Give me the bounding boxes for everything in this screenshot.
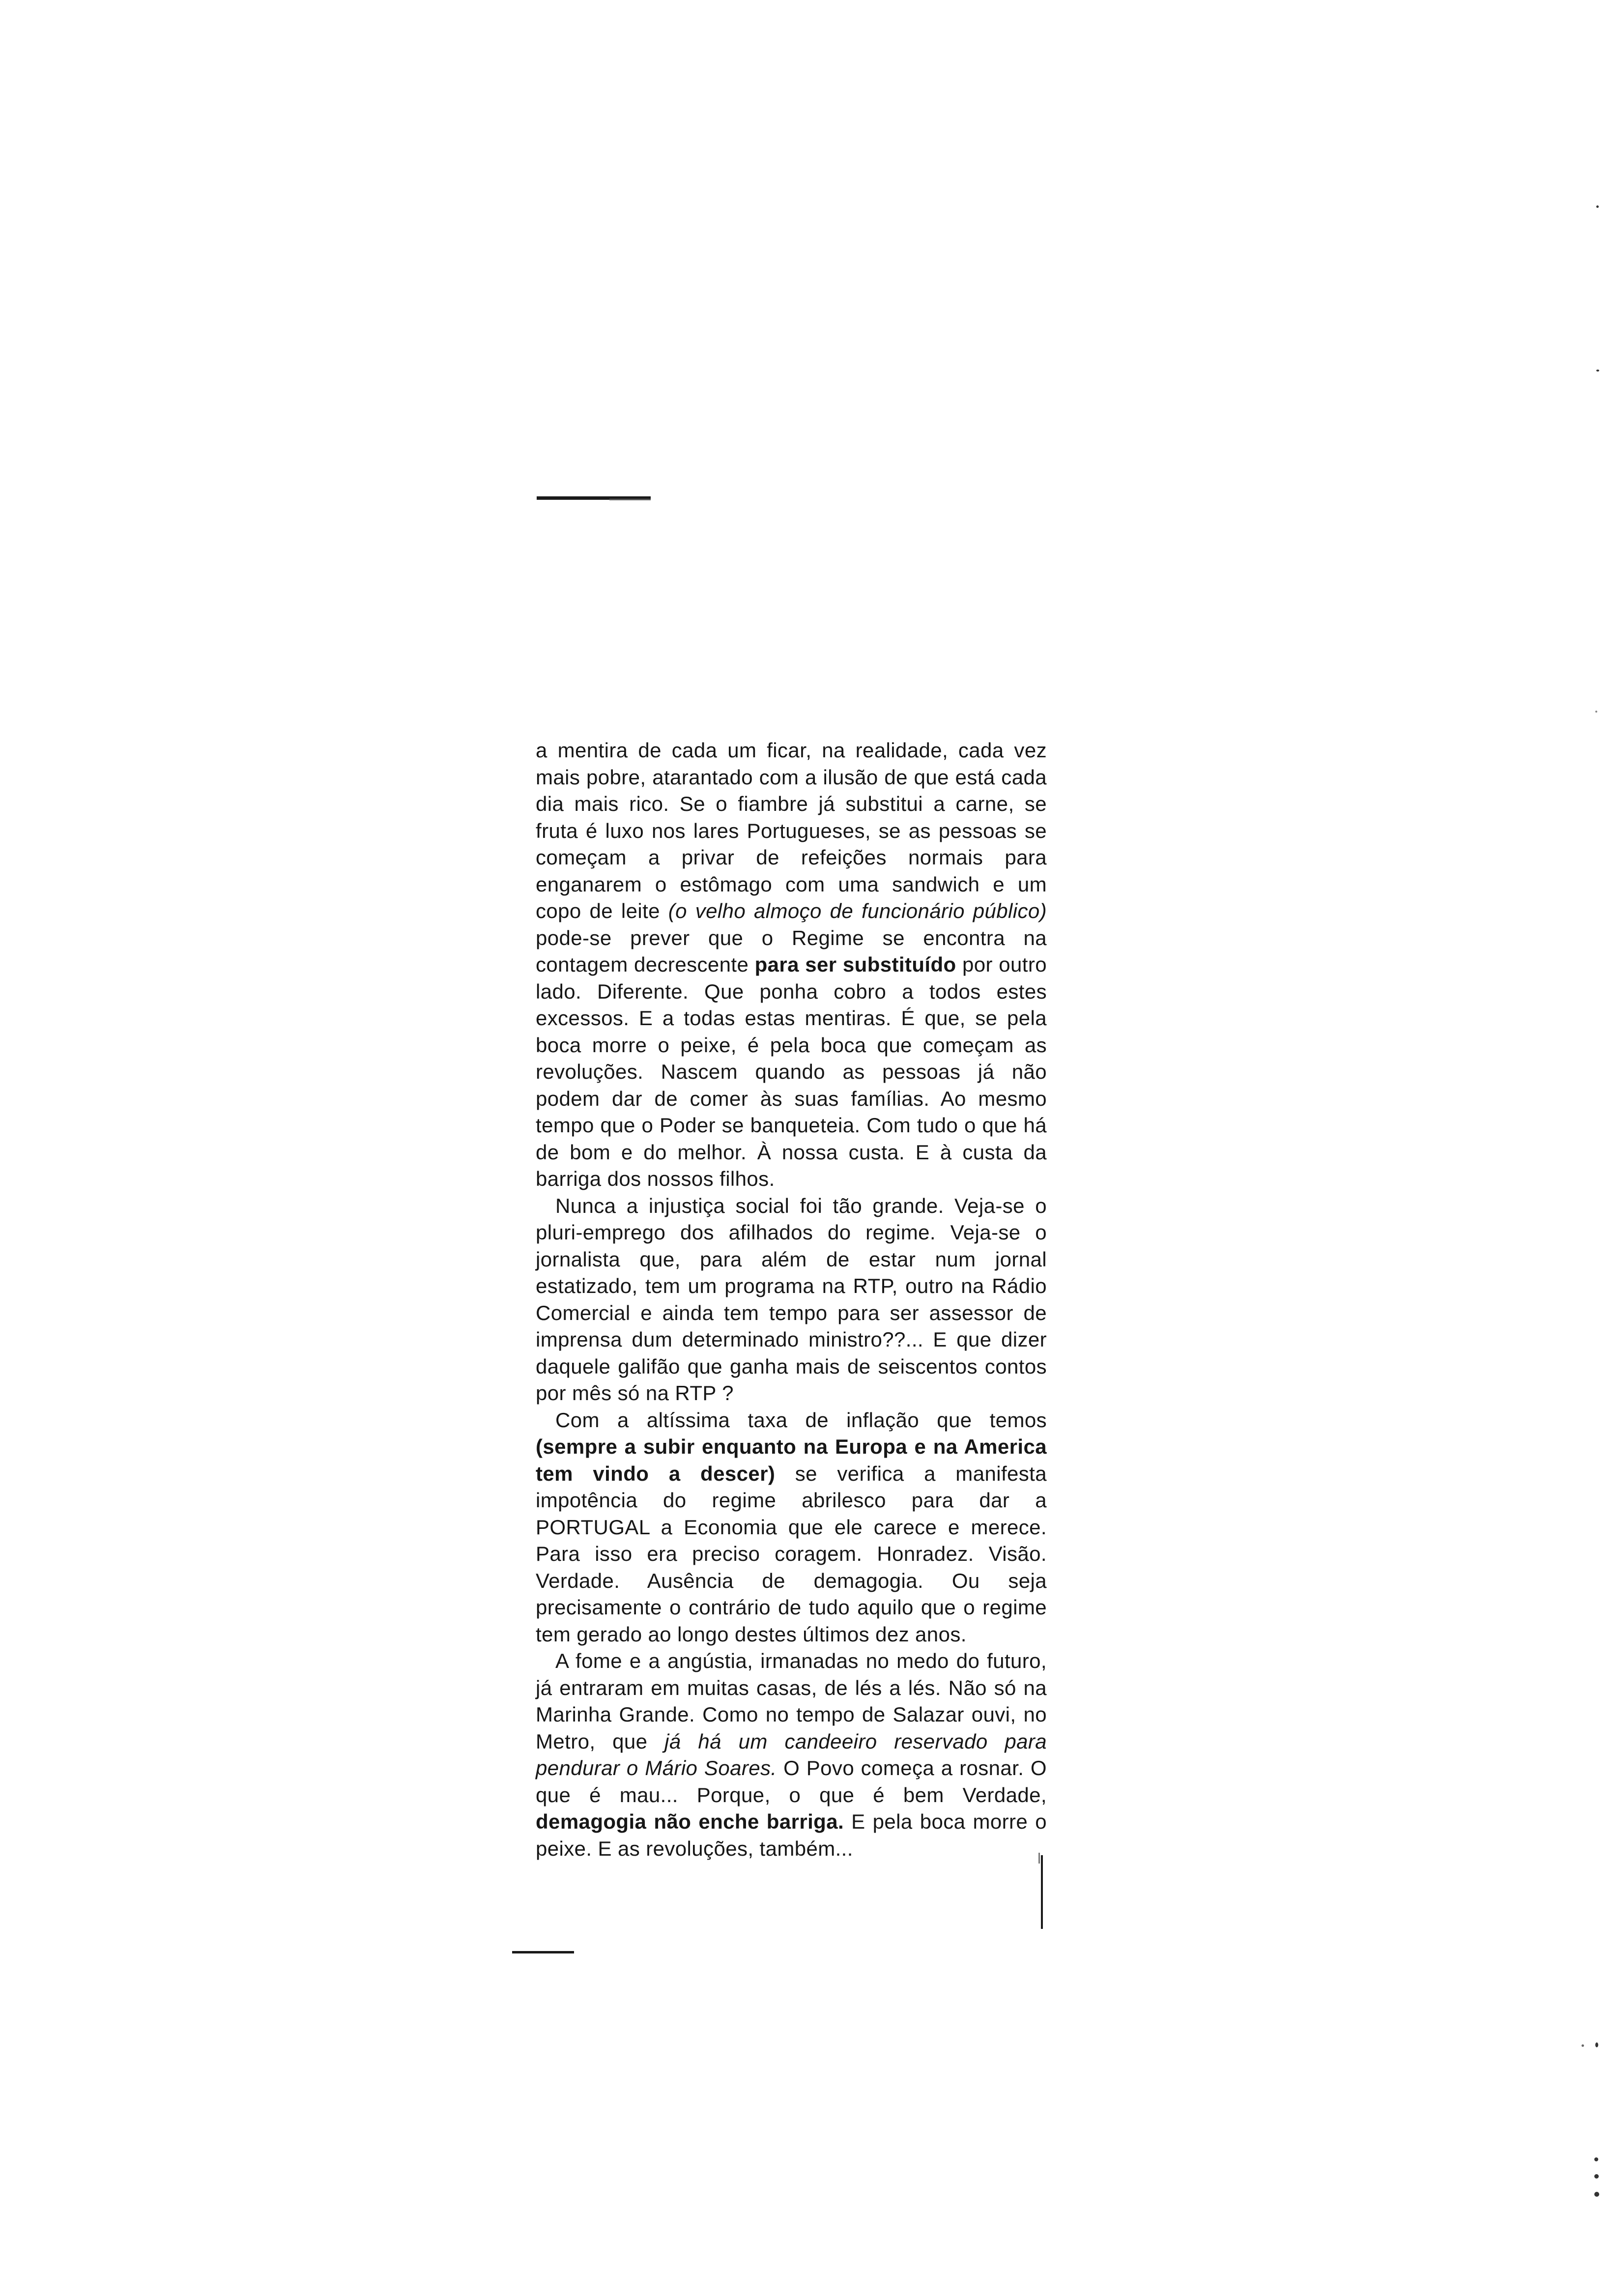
p4-seg-4-bold: demagogia não enche barriga. [536, 1810, 844, 1833]
margin-line [1041, 1855, 1043, 1929]
top-rule-tail [609, 499, 651, 500]
scan-speck-6 [1594, 2157, 1598, 2161]
p1-seg-4-bold: para ser substituído [754, 953, 956, 976]
p4-seg-2-italic: já há um candeeiro reservado para pendurar o Mário Soares. [536, 1729, 1047, 1779]
bottom-rule [512, 1951, 574, 1953]
scan-speck-3 [1595, 711, 1597, 713]
p1-seg-3: pode-se prever que o Regime se encontra na contagem decrescente [536, 926, 1047, 976]
p3-seg-3: se verifica a manifesta impotência do regime abrilesco para dar a PORTUGAL a Economia que ele carece e merece. Para isso era preciso coragem. Honradez. Visão. Verdade. Ausência de demagogia. Ou seja precisamente o contrário de tudo aquilo que o regime tem gerado ao longo destes últimos dez anos. [536, 1462, 1047, 1646]
p1-seg-5: por outro lado. Diferente. Que ponha cobro a todos estes excessos. E a todas estas mentiras. É que, se pela boca morre o peixe, é pela boca que começam as revoluções. Nascem quando as pessoas já não podem dar de comer às suas famílias. Ao mesmo tempo que o Poder se banqueteia. Com tudo o que há de bom e do melhor. À nossa custa. E à custa da barriga dos nossos filhos. [536, 953, 1047, 1190]
scan-speck-2 [1596, 370, 1599, 372]
article-body [536, 737, 1047, 1862]
p1-seg-2-italic: (o velho almoço de funcionário público) [668, 899, 1047, 922]
p1-seg-1: a mentira de cada um ficar, na realidade, cada vez mais pobre, atarantado com a ilusão de que está cada dia mais rico. Se o fiambre já substitui a carne, se fruta é luxo nos lares Portugueses, se as pessoas se começam a privar de refeições normais para enganarem o estômago com uma sandwich e um copo de leite [536, 739, 1047, 922]
paragraph-1 [536, 737, 1047, 1193]
p4-seg-3: O Povo começa a rosnar. O que é mau... Porque, o que é bem Verdade, [536, 1756, 1047, 1807]
scan-speck-1 [1596, 205, 1599, 208]
p3-seg-1: Com a altíssima taxa de inflação que temos [555, 1408, 1047, 1432]
paragraph-2 [536, 1193, 1047, 1407]
scan-speck-8 [1594, 2192, 1599, 2197]
scan-speck-7 [1594, 2174, 1599, 2179]
p4-seg-1: A fome e a angústia, irmanadas no medo do futuro, já entraram em muitas casas, de lés a lés. Não só na Marinha Grande. Como no tempo de Salazar ouvi, no Metro, que [536, 1649, 1047, 1753]
paragraph-3 [536, 1407, 1047, 1648]
p4-seg-5: E pela boca morre o peixe. E as revoluções, também... [536, 1810, 1047, 1860]
p2-seg-1: Nunca a injustiça social foi tão grande. Veja-se o pluri-emprego dos afilhados do regime. Veja-se o jornalista que, para além de estar num jornal estatizado, tem um programa na RTP, outro na Rádio Comercial e ainda tem tempo para ser assessor de imprensa dum determinado ministro??... E que dizer daquele galifão que ganha mais de seiscentos contos por mês só na RTP ? [536, 1194, 1047, 1405]
scan-speck-5 [1595, 2042, 1598, 2047]
scan-speck-4 [1582, 2044, 1584, 2047]
paragraph-4 [536, 1648, 1047, 1862]
margin-tick [1038, 1853, 1040, 1864]
p3-seg-2-bold: (sempre a subir enquanto na Europa e na America tem vindo a descer) [536, 1435, 1047, 1485]
